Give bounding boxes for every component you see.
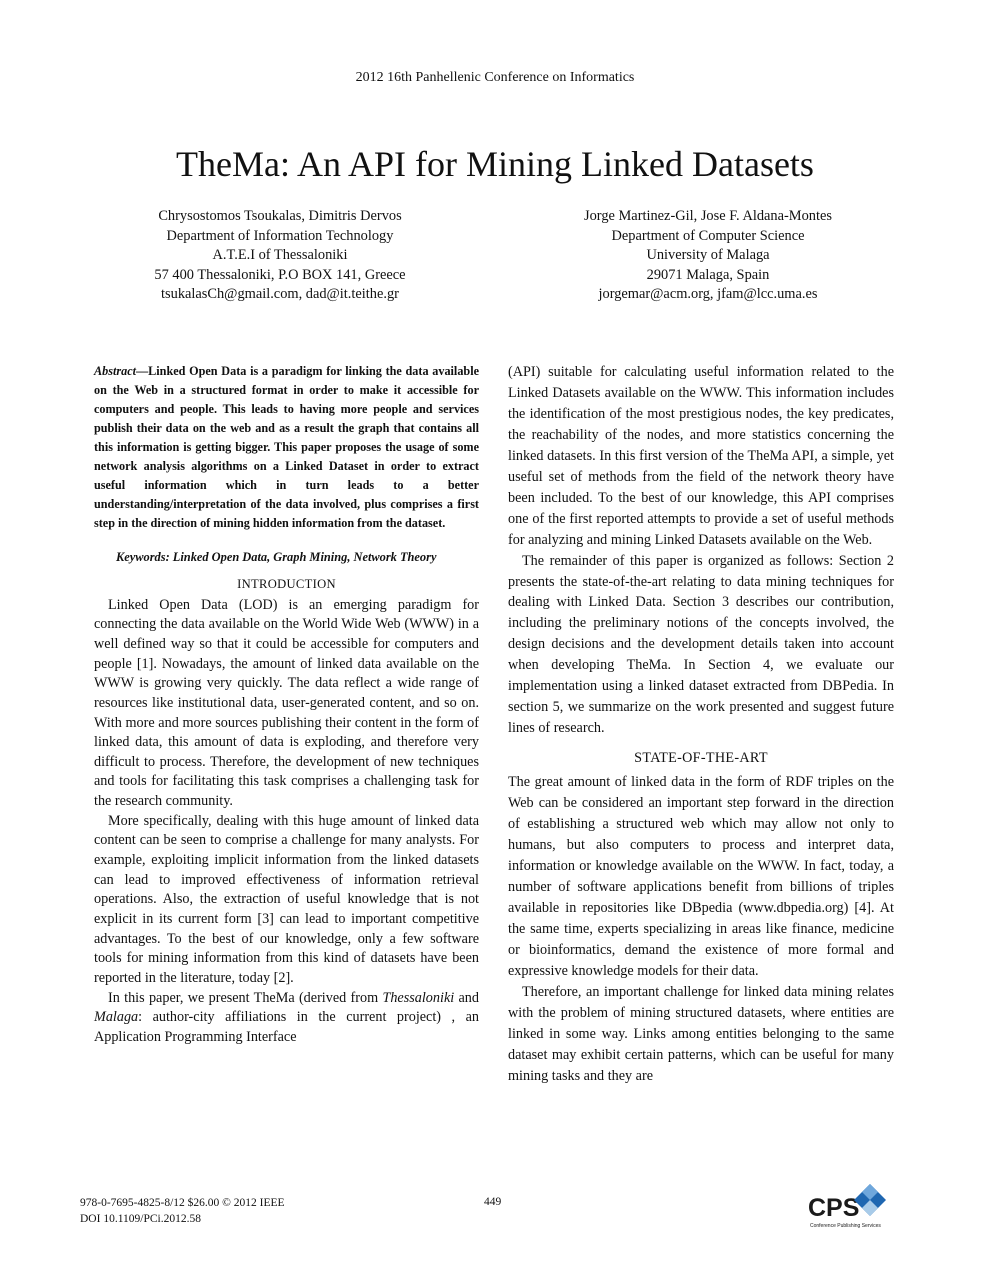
author-block-left [120, 207, 440, 305]
cps-logo-subtext: Conference Publishing Services [810, 1223, 881, 1229]
text-run: In this paper, we present TheMa (derived from [108, 989, 383, 1006]
conference-header: 2012 16th Panhellenic Conference on Informatics [355, 70, 635, 85]
intro-paragraph-1: Linked Open Data (LOD) is an emerging paradigm for connecting the data available on the World Wide Web (WWW) in a well defined way so that it could be accessible for computers and people [1]. Nowadays, the amount of linked data available on the WWW is growing very quickly. The data reflect a wide range of resources like institutional data, user-generated content, and so on. With more and more sources publishing their content in the form of linked data, this amount of data is exploding, and therefore very difficult to process. Therefore, the development of new techniques and tools for facilitating this task comprises a challenging task for the research community. [94, 596, 479, 810]
text-run: : author-city affiliations in the current project) , an Application Programming Interface [94, 1009, 479, 1046]
abstract-label: Abstract [94, 364, 136, 378]
abstract-text: —Linked Open Data is a paradigm for linking the data available on the Web in a structured format in order to make it accessible for computers and people. This leads to having more people and services publish their data on the web and as a result the graph that contains all this information is getting bigger. This paper proposes the usage of some network analysis algorithms on a Linked Dataset in order to extract useful information which in turn leads to a better understanding/interpretation of the data involved, plus comprises a first step in the direction of mining hidden information from the dataset. [94, 364, 479, 530]
author-institution: A.T.E.I of Thessaloniki [212, 247, 348, 264]
section-heading-introduction: INTRODUCTION [237, 576, 336, 591]
footer-isbn: 978-0-7695-4825-8/12 $26.00 © 2012 IEEE [80, 1197, 285, 1209]
sota-paragraph-1: The great amount of linked data in the form of RDF triples on the Web can be considered an important step forward in the direction of establishing a structured web which may allow not only to humans, but also computers to process and interpret data, information or knowledge available on the WWW. In fact, today, a number of software applications benefit from billions of triples available in repositories like DBpedia (www.dbpedia.org) [4]. At the same time, experts specializing in areas like finance, medicine or bioinformatics, demand the existence of more formal and expressive knowledge models for their data. [508, 774, 894, 979]
right-column [508, 362, 894, 1086]
abstract [94, 362, 479, 533]
author-institution: University of Malaga [646, 247, 770, 264]
page-number: 449 [484, 1196, 502, 1208]
section-heading-state-of-the-art: STATE-OF-THE-ART [634, 750, 768, 767]
author-emails: jorgemar@acm.org, jfam@lcc.uma.es [598, 286, 818, 303]
author-department: Department of Information Technology [166, 227, 394, 244]
text-run: and [454, 989, 479, 1006]
intro-paragraph-5: The remainder of this paper is organized as follows: Section 2 presents the state-of-the-art relating to data mining techniques for dealing with Linked Data. Section 3 describes our contribution, including the preliminary notions of the concepts involved, the design decisions and the development details taken into account when developing TheMa. In Section 4, we evaluate our implementation using a linked dataset extracted from DBPedia. In section 5, we summarize on the work presented and suggest future lines of research. [508, 552, 894, 737]
author-address: 29071 Malaga, Spain [646, 266, 770, 283]
intro-paragraph-3 [94, 989, 479, 1048]
footer-publication-info [80, 1196, 285, 1227]
author-names: Jorge Martinez-Gil, Jose F. Aldana-Montes [584, 208, 832, 224]
author-emails: tsukalasCh@gmail.com, dad@it.teithe.gr [161, 286, 399, 303]
author-names: Chrysostomos Tsoukalas, Dimitris Dervos [158, 208, 402, 224]
intro-paragraph-2: More specifically, dealing with this huge amount of linked data content can be seen to comprise a challenge for many analysts. For example, exploiting implicit information from the linked datasets can lead to improved effectiveness of information retrieval operations. Also, the extraction of useful knowledge that is not explicit in its current form [3] can lead to important competitive advantages. To the best of our knowledge, only a few software tools for mining information from this kind of datasets have been reported in the literature, today [2]. [94, 812, 479, 987]
author-address: 57 400 Thessaloniki, P.O BOX 141, Greece [154, 266, 406, 283]
intro-paragraph-4: (API) suitable for calculating useful information related to the Linked Datasets available on the WWW. This information includes the identification of the most prestigious nodes, the key predicates, the reachability of the nodes, and more statistics concerning the linked datasets. In this first version of the TheMa API, a simple, yet useful set of methods from the field of the network theory have been included. To the best of our knowledge, this API comprises one of the first reported attempts to provide a set of useful methods for analyzing and mining Linked Datasets available on the Web. [508, 364, 894, 548]
cps-logo-text: CPS [808, 1194, 860, 1222]
left-column [94, 362, 479, 1048]
italic-city-thessaloniki: Thessaloniki [382, 989, 455, 1006]
author-block-right [548, 207, 868, 305]
paper-title: TheMa: An API for Mining Linked Datasets [176, 144, 814, 184]
keywords: Keywords: Linked Open Data, Graph Mining, Network Theory [116, 549, 437, 564]
italic-city-malaga: Malaga [94, 1009, 139, 1026]
footer-doi: DOI 10.1109/PCi.2012.58 [80, 1212, 201, 1225]
sota-paragraph-2: Therefore, an important challenge for linked data mining relates with the problem of mining structured datasets, where entities are linked in some way. Links among entities belonging to the same dataset may exhibit certain patterns, which can be useful for many mining tasks and they are [508, 983, 894, 1084]
cps-logo [806, 1180, 890, 1232]
author-department: Department of Computer Science [611, 227, 805, 244]
